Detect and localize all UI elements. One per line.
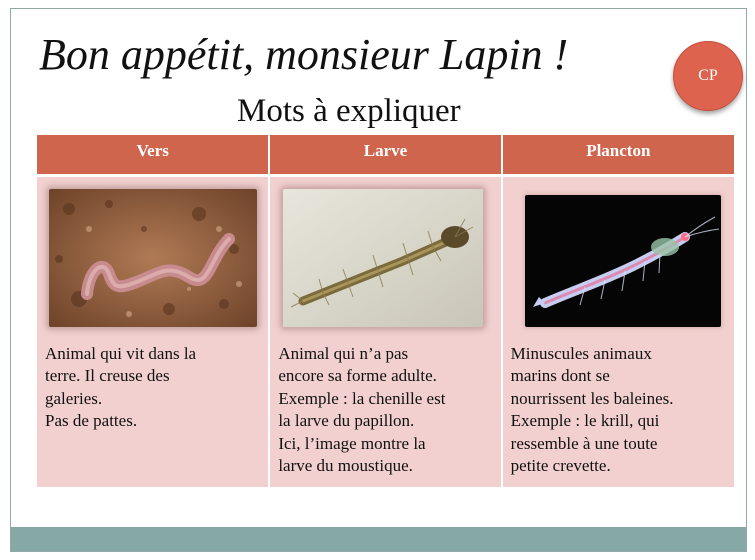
header-larve: Larve [269, 135, 501, 175]
vocabulary-table [37, 135, 734, 487]
table-header-row [37, 135, 734, 175]
slide [10, 8, 747, 552]
header-vers: Vers [37, 135, 269, 175]
description-plancton: Minuscules animaux marins dont se nourrissent les baleines. Exemple : le krill, qui ressemble à une toute petite crevette. [510, 343, 674, 475]
header-plancton: Plancton [502, 135, 734, 175]
table-row [37, 175, 734, 487]
description-vers: Animal qui vit dans la terre. Il creuse des galeries. Pas de pattes. [45, 343, 197, 430]
description-larve: Animal qui n’a pas encore sa forme adulte. Exemple : la chenille est la larve du papillon. Ici, l’image montre la larve du moustique. [278, 343, 446, 475]
cell-plancton [502, 175, 734, 487]
krill-photo [525, 195, 721, 327]
footer-bar [11, 527, 746, 551]
mosquito-larva-photo [283, 189, 483, 327]
earthworm-photo [49, 189, 257, 327]
slide-title: Bon appétit, monsieur Lapin ! [39, 30, 569, 79]
cell-vers [37, 175, 269, 487]
slide-subtitle: Mots à expliquer [237, 93, 461, 129]
level-badge: CP [673, 41, 743, 111]
cell-larve [269, 175, 501, 487]
